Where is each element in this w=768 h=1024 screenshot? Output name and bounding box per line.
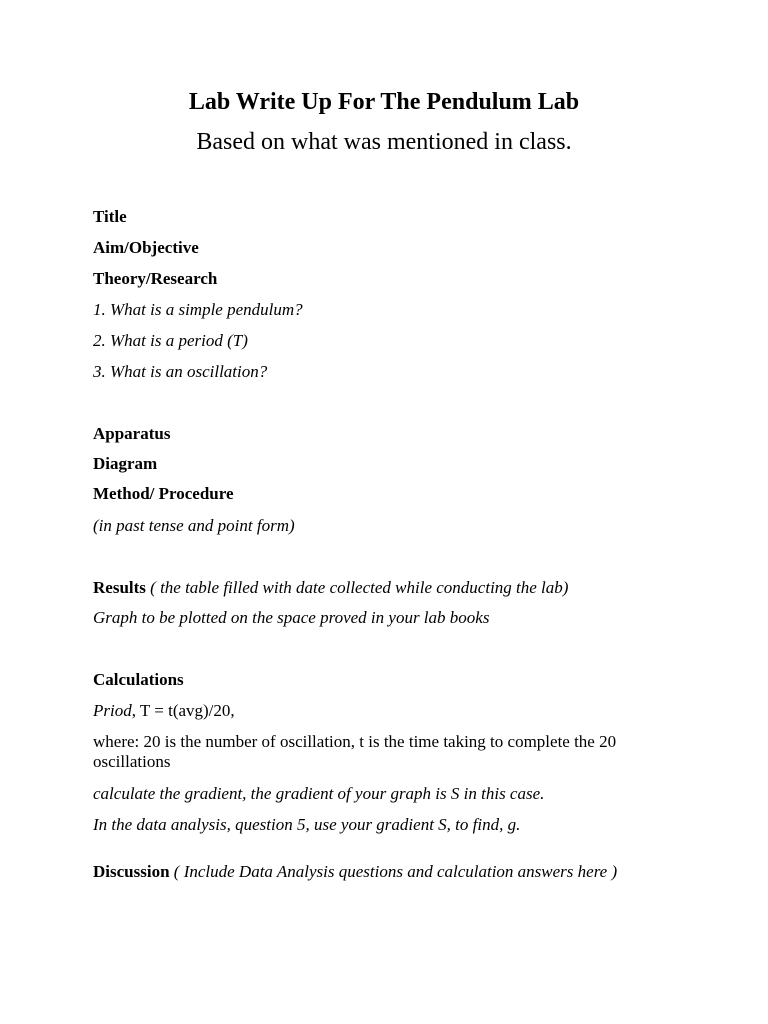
theory-question-2: 2. What is a period (T) <box>93 331 248 350</box>
section-method-heading: Method/ Procedure <box>93 484 234 503</box>
period-formula: , T = t(avg)/20, <box>131 701 235 720</box>
theory-question-3: 3. What is an oscillation? <box>93 362 268 381</box>
period-formula-line <box>93 701 673 721</box>
discussion-note: ( Include Data Analysis questions and calculation answers here ) <box>169 862 618 881</box>
section-theory-heading: Theory/Research <box>93 269 218 288</box>
analysis-instruction: In the data analysis, question 5, use your gradient S, to find, g. <box>93 815 521 834</box>
graph-note: Graph to be plotted on the space proved in your lab books <box>93 608 490 627</box>
period-label: Priod <box>93 701 132 720</box>
where-explanation: where: 20 is the number of oscillation, t is the time taking to complete the 20 oscillations <box>93 732 617 771</box>
section-diagram-heading: Diagram <box>93 454 158 473</box>
discussion-line <box>93 862 673 882</box>
theory-question-1: 1. What is a simple pendulum? <box>93 300 303 319</box>
method-note: (in past tense and point form) <box>93 516 295 535</box>
section-aim-heading: Aim/Objective <box>93 238 199 257</box>
section-calculations-heading: Calculations <box>93 670 184 689</box>
section-title-heading: Title <box>93 207 127 226</box>
section-apparatus-heading: Apparatus <box>93 424 171 443</box>
section-results-heading: Results <box>93 578 146 597</box>
section-discussion-heading: Discussion <box>93 862 170 881</box>
document-subtitle: Based on what was mentioned in class. <box>196 129 572 155</box>
results-line <box>93 578 673 598</box>
gradient-instruction: calculate the gradient, the gradient of your graph is S in this case. <box>93 784 545 803</box>
document-title: Lab Write Up For The Pendulum Lab <box>188 89 580 115</box>
results-note: ( the table filled with date collected while conducting the lab) <box>145 578 569 597</box>
